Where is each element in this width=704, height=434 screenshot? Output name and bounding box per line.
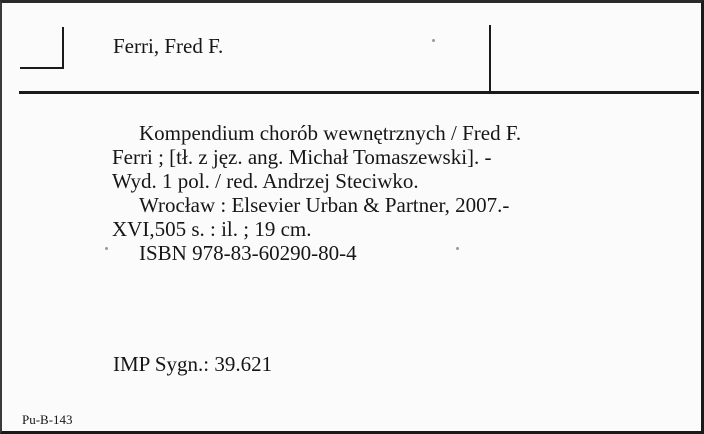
- scan-speck: [432, 39, 435, 42]
- card-heading-author: Ferri, Fred F.: [113, 34, 224, 58]
- scan-speck: [105, 247, 108, 250]
- catalog-code: Pu-B-143: [22, 412, 73, 427]
- horizontal-rule: [19, 91, 699, 94]
- description-line-title: Kompendium chorób wewnętrznych / Fred F.: [139, 121, 522, 145]
- description-line-translator: Ferri ; [tł. z jęz. ang. Michał Tomaszewski]. -: [112, 145, 492, 169]
- description-line-physical: XVI,505 s. : il. ; 19 cm.: [112, 217, 312, 241]
- description-line-publisher: Wrocław : Elsevier Urban & Partner, 2007.-: [139, 193, 510, 217]
- card-description: [112, 121, 612, 265]
- vertical-rule: [489, 25, 491, 93]
- description-line-isbn: ISBN 978-83-60290-80-4: [139, 241, 357, 265]
- scan-speck: [456, 247, 459, 250]
- corner-bracket-mark: [20, 27, 64, 69]
- shelf-signature: IMP Sygn.: 39.621: [113, 352, 273, 376]
- description-line-edition: Wyd. 1 pol. / red. Andrzej Steciwko.: [112, 169, 419, 193]
